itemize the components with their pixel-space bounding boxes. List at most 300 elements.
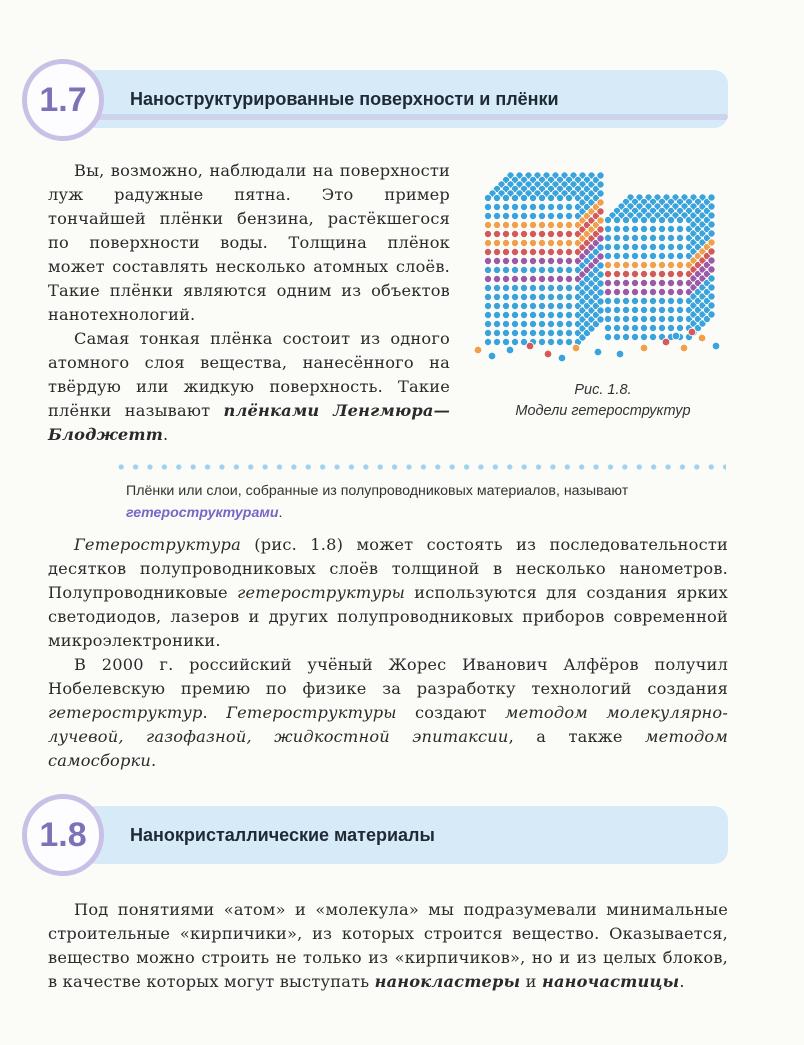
atom-front [667, 279, 674, 286]
atom-front [547, 230, 554, 237]
atom-front [493, 239, 500, 246]
loose-atom [662, 338, 670, 346]
atom-front [484, 311, 491, 318]
body-paragraph-2 [48, 653, 728, 773]
atom-front [631, 306, 638, 313]
atom-front [604, 288, 611, 295]
atom-front [565, 221, 572, 228]
atom-front [676, 288, 683, 295]
atom-front [493, 203, 500, 210]
atom-side [708, 275, 715, 282]
atom-side [708, 284, 715, 291]
atom-front [538, 194, 545, 201]
term-self-assembly: методом самосборки [48, 727, 728, 770]
atom-front [547, 302, 554, 309]
atom-front [676, 261, 683, 268]
atom-front [556, 239, 563, 246]
atom-front [631, 225, 638, 232]
body1-text-2: используются для создания ярких светодиодов, лазеров и других полупроводниковых приборов современной микроэлектроники. [48, 583, 728, 650]
atom-front [547, 212, 554, 219]
body1-text-1: (рис. 1.8) может состоять из последовательности десятков полупроводниковых слоёв толщиной в несколько нанометров. Полупроводниковые [48, 535, 728, 602]
atom-front [631, 315, 638, 322]
atom-front [538, 320, 545, 327]
atom-front [604, 243, 611, 250]
atom-front [658, 225, 665, 232]
atom-front [547, 221, 554, 228]
atom-front [547, 284, 554, 291]
atom-front [547, 239, 554, 246]
term-heterostructures: гетероструктуры [237, 583, 406, 602]
atom-front [556, 221, 563, 228]
heterostructure-models [474, 172, 720, 362]
term-nanoparticles: наночастицы [541, 972, 680, 991]
atom-front [604, 270, 611, 277]
atom-side [708, 239, 715, 246]
atom-front [511, 329, 518, 336]
section-header-bar [82, 70, 728, 128]
body2-text-4: , а также [508, 727, 646, 746]
atom-front [484, 230, 491, 237]
atom-front [676, 243, 683, 250]
atom-front [565, 311, 572, 318]
atom-front [640, 243, 647, 250]
atom-front [649, 252, 656, 259]
term-heterostructur: гетероструктур [48, 703, 203, 722]
section-number-2: 1.8 [39, 815, 87, 854]
atom-front [658, 315, 665, 322]
atom-front [640, 297, 647, 304]
atom-front [622, 252, 629, 259]
atom-front [565, 266, 572, 273]
loose-atom [558, 354, 566, 362]
atom-front [631, 297, 638, 304]
atom-front [667, 315, 674, 322]
section-number: 1.7 [39, 80, 87, 119]
atom-front [622, 279, 629, 286]
atom-front [502, 275, 509, 282]
atom-front [658, 270, 665, 277]
atom-front [556, 248, 563, 255]
atom-front [613, 225, 620, 232]
atom-front [529, 257, 536, 264]
atom-front [565, 203, 572, 210]
atom-front [547, 338, 554, 345]
atom-front [649, 225, 656, 232]
loose-atom [544, 350, 552, 358]
atom-front [529, 230, 536, 237]
atom-front [529, 284, 536, 291]
figure-caption [478, 380, 728, 422]
atom-front [529, 221, 536, 228]
atom-side [597, 316, 604, 323]
atom-front [502, 221, 509, 228]
atom-front [484, 239, 491, 246]
atom-front [667, 324, 674, 331]
atom-front [547, 275, 554, 282]
atom-front [622, 234, 629, 241]
term-heterostructure: Гетероструктура [74, 535, 241, 554]
atom-front [484, 221, 491, 228]
atom-front [667, 270, 674, 277]
atom-front [649, 306, 656, 313]
atom-front [538, 293, 545, 300]
atom-front [547, 248, 554, 255]
atom-front [667, 216, 674, 223]
atom-front [649, 279, 656, 286]
atom-front [493, 212, 500, 219]
atom-front [484, 203, 491, 210]
atom-front [631, 279, 638, 286]
atom-side [708, 212, 715, 219]
definition-note [126, 480, 732, 524]
atom-front [631, 243, 638, 250]
atom-front [613, 243, 620, 250]
atom-front [538, 311, 545, 318]
atom-front [484, 338, 491, 345]
atom-front [604, 225, 611, 232]
atom-front [640, 252, 647, 259]
atom-front [520, 311, 527, 318]
atom-front [538, 329, 545, 336]
atom-front [565, 239, 572, 246]
atom-front [604, 315, 611, 322]
atom-side [708, 221, 715, 228]
atom-front [640, 234, 647, 241]
atom-front [547, 320, 554, 327]
atom-front [556, 293, 563, 300]
atom-front [520, 266, 527, 273]
atom-front [631, 324, 638, 331]
atom-front [493, 275, 500, 282]
atom-side [597, 253, 604, 260]
atom-front [631, 333, 638, 340]
header-underline-decoration [82, 114, 728, 120]
atom-front [502, 284, 509, 291]
atom-front [676, 252, 683, 259]
atom-side [708, 311, 715, 318]
atom-front [649, 216, 656, 223]
atom-front [556, 257, 563, 264]
atom-front [676, 216, 683, 223]
atom-front [622, 261, 629, 268]
atom-front [493, 194, 500, 201]
atom-front [484, 284, 491, 291]
atom-front [484, 257, 491, 264]
atom-side [597, 208, 604, 215]
loose-atom [488, 352, 496, 360]
atom-side [597, 226, 604, 233]
atom-side [597, 217, 604, 224]
term-langmuir-blodgett: плёнками Ленгмюра—Блоджетт [48, 401, 450, 444]
atom-front [556, 275, 563, 282]
atom-side [597, 244, 604, 251]
atom-front [556, 338, 563, 345]
atom-front [658, 243, 665, 250]
atom-front [538, 239, 545, 246]
atom-front [613, 252, 620, 259]
atom-front [640, 270, 647, 277]
atom-front [493, 302, 500, 309]
atom-front [556, 329, 563, 336]
atom-front [502, 302, 509, 309]
atom-front [529, 311, 536, 318]
atom-front [622, 225, 629, 232]
loose-atom [640, 344, 648, 352]
atom-front [502, 203, 509, 210]
body3-text-3: . [679, 972, 685, 991]
atom-front [538, 221, 545, 228]
atom-front [511, 275, 518, 282]
atom-front [613, 297, 620, 304]
section-header-bar-2 [82, 806, 728, 864]
atom-front [676, 324, 683, 331]
atom-front [613, 279, 620, 286]
atom-front [547, 194, 554, 201]
intro-paragraph-2 [48, 327, 450, 447]
atom-front [622, 306, 629, 313]
atom-front [658, 261, 665, 268]
atom-front [640, 225, 647, 232]
atom-front [502, 329, 509, 336]
atom-front [556, 302, 563, 309]
atom-front [511, 257, 518, 264]
atom-front [484, 302, 491, 309]
body2-text-1: В 2000 г. российский учёный Жорес Иванович Алфёров получил Нобелевскую премию по физике за разработку технологий создания [48, 655, 728, 698]
loose-atom [698, 334, 706, 342]
atom-side [597, 280, 604, 287]
atom-front [547, 293, 554, 300]
atom-front [613, 306, 620, 313]
atom-front [502, 212, 509, 219]
atom-front [631, 234, 638, 241]
atom-front [604, 252, 611, 259]
atom-front [511, 320, 518, 327]
atom-front [511, 212, 518, 219]
atom-front [565, 293, 572, 300]
atom-front [604, 279, 611, 286]
atom-front [520, 257, 527, 264]
atom-front [565, 275, 572, 282]
atom-front [493, 338, 500, 345]
atom-front [529, 329, 536, 336]
atom-front [502, 266, 509, 273]
atom-front [520, 329, 527, 336]
atom-front [667, 234, 674, 241]
atom-front [622, 297, 629, 304]
definition-text: Плёнки или слои, собранные из полупроводниковых материалов, называют [126, 483, 629, 499]
loose-atom [572, 344, 580, 352]
atom-front [676, 297, 683, 304]
atom-front [484, 293, 491, 300]
body3-text-2: и [520, 972, 542, 991]
atom-front [511, 248, 518, 255]
atom-front [547, 203, 554, 210]
atom-front [667, 243, 674, 250]
atom-front [484, 266, 491, 273]
atom-front [502, 257, 509, 264]
atom-front [484, 329, 491, 336]
atom-front [502, 230, 509, 237]
atom-front [511, 230, 518, 237]
atom-front [511, 203, 518, 210]
atom-front [529, 203, 536, 210]
atom-front [520, 275, 527, 282]
atom-front [676, 234, 683, 241]
atom-front [484, 212, 491, 219]
atom-front [520, 239, 527, 246]
atom-front [547, 257, 554, 264]
atom-front [511, 194, 518, 201]
atom-side [597, 235, 604, 242]
intro-p2-end: . [163, 425, 169, 444]
atom-side [708, 203, 715, 210]
body2-text-2: . [202, 703, 227, 722]
atom-front [658, 216, 665, 223]
atom-front [631, 216, 638, 223]
atom-front [529, 275, 536, 282]
term-nanoclusters: нанокластеры [374, 972, 521, 991]
section-number-badge [22, 59, 104, 141]
atom-front [676, 315, 683, 322]
atom-front [613, 333, 620, 340]
body3-text-1: Под понятиями «атом» и «молекула» мы подразумевали минимальные строительные «кирпичики», из которых строится вещество. Оказывается, вещество можно строить не только из «кирпичиков», но и из целых блоков, в качестве которых могут выступать [48, 900, 728, 991]
atom-front [604, 324, 611, 331]
loose-atom [712, 342, 720, 350]
atom-front [622, 243, 629, 250]
atom-front [520, 320, 527, 327]
atom-front [565, 230, 572, 237]
section-title: Наноструктурированные поверхности и плёнки [130, 88, 559, 109]
atom-front [520, 203, 527, 210]
atom-front [622, 324, 629, 331]
atom-front [556, 266, 563, 273]
atom-front [640, 288, 647, 295]
atom-front [520, 221, 527, 228]
atom-front [604, 261, 611, 268]
atom-front [658, 297, 665, 304]
definition-term: гетероструктурами [126, 505, 279, 521]
atom-front [565, 338, 572, 345]
atom-front [676, 279, 683, 286]
atom-front [613, 315, 620, 322]
heterostructure-figure [470, 160, 732, 370]
atom-front [538, 212, 545, 219]
atom-front [658, 324, 665, 331]
atom-front [502, 320, 509, 327]
atom-front [649, 315, 656, 322]
atom-front [565, 284, 572, 291]
atom-front [502, 311, 509, 318]
atom-front [658, 306, 665, 313]
atom-front [502, 338, 509, 345]
atom-front [520, 194, 527, 201]
loose-atom [526, 342, 534, 350]
atom-front [658, 234, 665, 241]
atom-front [622, 216, 629, 223]
atom-front [520, 302, 527, 309]
atom-front [493, 293, 500, 300]
body-paragraph-3 [48, 898, 728, 994]
atom-front [538, 230, 545, 237]
atom-front [640, 324, 647, 331]
atom-side [708, 293, 715, 300]
atom-front [613, 324, 620, 331]
atom-front [529, 194, 536, 201]
atom-side [708, 257, 715, 264]
body2-text-5: . [151, 751, 157, 770]
atom-front [538, 266, 545, 273]
atom-front [640, 333, 647, 340]
atom-front [631, 270, 638, 277]
atom-side [708, 302, 715, 309]
atom-front [511, 221, 518, 228]
atom-front [556, 203, 563, 210]
atom-front [622, 270, 629, 277]
atom-front [556, 194, 563, 201]
atom-side [597, 172, 604, 179]
atom-front [493, 257, 500, 264]
loose-atom [672, 332, 680, 340]
atom-front [640, 279, 647, 286]
figure-caption-text: Модели гетероструктур [515, 403, 691, 419]
definition-end: . [278, 505, 283, 521]
body2-text-3: создают [396, 703, 505, 722]
atom-front [649, 270, 656, 277]
atom-side [597, 271, 604, 278]
atom-front [667, 261, 674, 268]
atom-side [597, 262, 604, 269]
atom-front [640, 261, 647, 268]
figure-caption-number: Рис. 1.8. [574, 382, 632, 398]
atom-front [529, 212, 536, 219]
atom-front [565, 212, 572, 219]
atom-front [565, 248, 572, 255]
atom-front [649, 234, 656, 241]
atom-front [565, 302, 572, 309]
atom-front [502, 239, 509, 246]
atom-front [556, 212, 563, 219]
atom-front [565, 194, 572, 201]
atom-front [484, 275, 491, 282]
atom-front [658, 288, 665, 295]
atom-front [493, 284, 500, 291]
atom-front [529, 293, 536, 300]
body-paragraph-1 [48, 533, 728, 653]
atom-front [511, 338, 518, 345]
atom-front [640, 216, 647, 223]
atom-front [604, 306, 611, 313]
atom-front [604, 216, 611, 223]
atom-side [597, 199, 604, 206]
atom-front [613, 288, 620, 295]
atom-front [547, 311, 554, 318]
atom-front [658, 252, 665, 259]
atom-front [538, 257, 545, 264]
atom-front [676, 306, 683, 313]
atom-front [529, 302, 536, 309]
loose-atom [616, 350, 624, 358]
atom-front [511, 284, 518, 291]
atom-front [511, 239, 518, 246]
atom-front [649, 288, 656, 295]
loose-atom [688, 328, 696, 336]
intro-p2-text: Самая тонкая плёнка состоит из одного атомного слоя вещества, нанесённого на твёрдую или жидкую поверхность. Такие плёнки называют [48, 329, 450, 420]
dotted-divider [114, 463, 726, 471]
atom-front [520, 293, 527, 300]
atom-front [538, 203, 545, 210]
atom-front [667, 252, 674, 259]
atom-front [556, 230, 563, 237]
